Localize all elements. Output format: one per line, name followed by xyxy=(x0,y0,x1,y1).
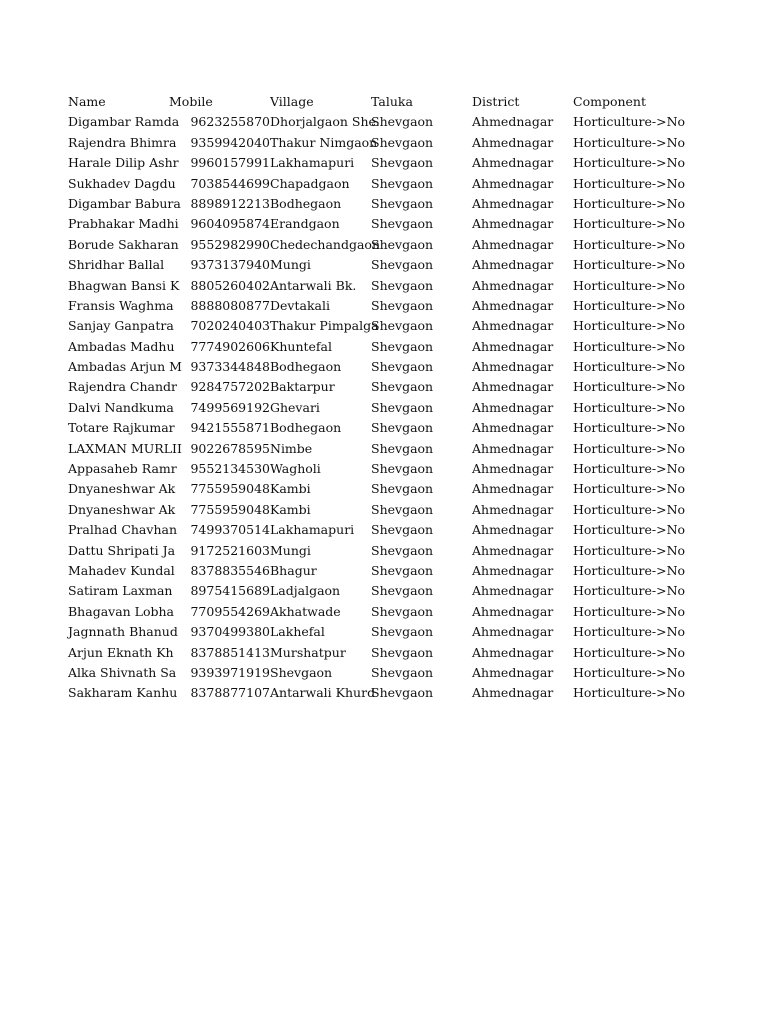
cell-taluka: Shevgaon xyxy=(371,685,434,701)
table-row xyxy=(68,581,686,601)
cell-village: Lakhamapuri xyxy=(270,522,355,538)
table-row xyxy=(68,561,686,581)
cell-district: Ahmednagar xyxy=(472,522,554,538)
cell-component: Horticulture->No xyxy=(573,562,686,578)
cell-name: Ambadas Arjun M xyxy=(68,359,182,375)
cell-name: LAXMAN MURLII xyxy=(68,440,182,456)
cell-mobile: 8378877107 xyxy=(190,685,270,701)
cell-name: Dnyaneshwar Ak xyxy=(68,501,176,517)
cell-taluka: Shevgaon xyxy=(371,134,434,150)
cell-taluka: Shevgaon xyxy=(371,420,434,436)
cell-mobile: 9552982990 xyxy=(190,236,270,252)
cell-village: Shevgaon xyxy=(270,664,333,680)
cell-district: Ahmednagar xyxy=(472,114,554,130)
cell-village: Dhorjalgaon She. xyxy=(270,114,380,130)
cell-mobile: 9370499380 xyxy=(190,624,270,640)
cell-taluka: Shevgaon xyxy=(371,664,434,680)
cell-district: Ahmednagar xyxy=(472,297,554,313)
cell-district: Ahmednagar xyxy=(472,481,554,497)
cell-name: Rajendra Bhimra xyxy=(68,134,177,150)
cell-component: Horticulture->No xyxy=(573,236,686,252)
cell-taluka: Shevgaon xyxy=(371,379,434,395)
cell-district: Ahmednagar xyxy=(472,318,554,334)
cell-mobile: 9022678595 xyxy=(190,440,270,456)
cell-village: Lakhamapuri xyxy=(270,155,355,171)
table-row xyxy=(68,520,686,540)
cell-village: Antarwali Khurd xyxy=(270,685,376,701)
cell-name: Harale Dilip Ashr xyxy=(68,155,179,171)
cell-taluka: Shevgaon xyxy=(371,542,434,558)
cell-mobile: 9172521603 xyxy=(190,542,270,558)
cell-component: Horticulture->No xyxy=(573,359,686,375)
cell-taluka: Shevgaon xyxy=(371,644,434,660)
cell-village: Baktarpur xyxy=(270,379,335,395)
cell-district: Ahmednagar xyxy=(472,685,554,701)
cell-district: Ahmednagar xyxy=(472,440,554,456)
cell-taluka: Shevgaon xyxy=(371,501,434,517)
cell-village: Thakur Pimpalga xyxy=(270,318,379,334)
cell-name: Pralhad Chavhan xyxy=(68,522,177,538)
cell-mobile: 9373137940 xyxy=(190,257,270,273)
cell-taluka: Shevgaon xyxy=(371,399,434,415)
cell-village: Kambi xyxy=(270,481,311,497)
cell-taluka: Shevgaon xyxy=(371,114,434,130)
cell-component: Horticulture->No xyxy=(573,685,686,701)
cell-taluka: Shevgaon xyxy=(371,624,434,640)
cell-taluka: Shevgaon xyxy=(371,440,434,456)
column-header-name: Name xyxy=(68,94,106,109)
cell-mobile: 8975415689 xyxy=(190,583,270,599)
table-row xyxy=(68,602,686,622)
cell-component: Horticulture->No xyxy=(573,338,686,354)
cell-village: Lakhefal xyxy=(270,624,325,640)
cell-mobile: 8378851413 xyxy=(190,644,270,660)
cell-taluka: Shevgaon xyxy=(371,318,434,334)
cell-taluka: Shevgaon xyxy=(371,603,434,619)
cell-village: Kambi xyxy=(270,501,311,517)
cell-village: Wagholi xyxy=(270,461,321,477)
cell-name: Jagnnath Bhanud xyxy=(68,624,178,640)
cell-district: Ahmednagar xyxy=(472,603,554,619)
cell-name: Digambar Ramda xyxy=(68,114,180,130)
table-row xyxy=(68,337,686,357)
cell-mobile: 9623255870 xyxy=(190,114,270,130)
cell-component: Horticulture->No xyxy=(573,114,686,130)
cell-component: Horticulture->No xyxy=(573,583,686,599)
cell-component: Horticulture->No xyxy=(573,318,686,334)
cell-mobile: 7755959048 xyxy=(190,481,270,497)
cell-component: Horticulture->No xyxy=(573,155,686,171)
cell-village: Thakur Nimgaon xyxy=(270,134,378,150)
cell-village: Bodhegaon xyxy=(270,195,342,211)
table-row xyxy=(68,174,686,194)
cell-mobile: 9604095874 xyxy=(190,216,270,232)
table-row xyxy=(68,316,686,336)
cell-component: Horticulture->No xyxy=(573,420,686,436)
cell-village: Mungi xyxy=(270,542,311,558)
cell-district: Ahmednagar xyxy=(472,257,554,273)
cell-taluka: Shevgaon xyxy=(371,562,434,578)
cell-village: Bodhegaon xyxy=(270,420,342,436)
cell-name: Borude Sakharan xyxy=(68,236,179,252)
cell-name: Bhagavan Lobha xyxy=(68,603,175,619)
table-row xyxy=(68,479,686,499)
cell-mobile: 7020240403 xyxy=(190,318,270,334)
cell-district: Ahmednagar xyxy=(472,664,554,680)
cell-district: Ahmednagar xyxy=(472,134,554,150)
cell-taluka: Shevgaon xyxy=(371,195,434,211)
cell-name: Totare Rajkumar xyxy=(68,420,175,436)
cell-name: Sakharam Kanhu xyxy=(68,685,178,701)
cell-taluka: Shevgaon xyxy=(371,277,434,293)
cell-name: Prabhakar Madhi xyxy=(68,216,179,232)
cell-village: Khuntefal xyxy=(270,338,332,354)
cell-mobile: 8805260402 xyxy=(190,277,270,293)
column-header-village: Village xyxy=(270,94,314,109)
cell-taluka: Shevgaon xyxy=(371,359,434,375)
cell-component: Horticulture->No xyxy=(573,501,686,517)
cell-mobile: 7774902606 xyxy=(190,338,270,354)
cell-component: Horticulture->No xyxy=(573,277,686,293)
cell-mobile: 7499370514 xyxy=(190,522,270,538)
table-row xyxy=(68,418,686,438)
cell-mobile: 8888080877 xyxy=(190,297,270,313)
cell-name: Shridhar Ballal xyxy=(68,257,165,273)
cell-mobile: 8898912213 xyxy=(190,195,270,211)
cell-name: Dattu Shripati Ja xyxy=(68,542,176,558)
table-row xyxy=(68,255,686,275)
cell-component: Horticulture->No xyxy=(573,175,686,191)
cell-mobile: 8378835546 xyxy=(190,562,270,578)
table-row xyxy=(68,276,686,296)
cell-district: Ahmednagar xyxy=(472,379,554,395)
cell-taluka: Shevgaon xyxy=(371,297,434,313)
cell-village: Bhagur xyxy=(270,562,317,578)
cell-village: Antarwali Bk. xyxy=(270,277,357,293)
cell-taluka: Shevgaon xyxy=(371,522,434,538)
table-row xyxy=(68,377,686,397)
cell-component: Horticulture->No xyxy=(573,297,686,313)
table-row xyxy=(68,439,686,459)
cell-component: Horticulture->No xyxy=(573,603,686,619)
cell-village: Chedechandgaon xyxy=(270,236,380,252)
cell-component: Horticulture->No xyxy=(573,257,686,273)
table-row xyxy=(68,683,686,703)
cell-district: Ahmednagar xyxy=(472,195,554,211)
table-row xyxy=(68,500,686,520)
cell-name: Dalvi Nandkuma xyxy=(68,399,174,415)
cell-village: Devtakali xyxy=(270,297,330,313)
cell-component: Horticulture->No xyxy=(573,216,686,232)
cell-component: Horticulture->No xyxy=(573,624,686,640)
cell-mobile: 9373344848 xyxy=(190,359,270,375)
column-header-district: District xyxy=(472,94,520,109)
cell-component: Horticulture->No xyxy=(573,134,686,150)
cell-taluka: Shevgaon xyxy=(371,216,434,232)
table-row xyxy=(68,643,686,663)
cell-district: Ahmednagar xyxy=(472,644,554,660)
cell-name: Sanjay Ganpatra xyxy=(68,318,174,334)
cell-village: Nimbe xyxy=(270,440,313,456)
spreadsheet-table xyxy=(68,92,686,704)
table-row xyxy=(68,398,686,418)
cell-mobile: 9960157991 xyxy=(190,155,270,171)
cell-village: Ghevari xyxy=(270,399,320,415)
cell-name: Mahadev Kundal xyxy=(68,562,175,578)
table-row xyxy=(68,133,686,153)
cell-component: Horticulture->No xyxy=(573,664,686,680)
cell-taluka: Shevgaon xyxy=(371,461,434,477)
table-row xyxy=(68,459,686,479)
cell-component: Horticulture->No xyxy=(573,522,686,538)
cell-name: Satiram Laxman xyxy=(68,583,173,599)
cell-mobile: 9552134530 xyxy=(190,461,270,477)
cell-name: Arjun Eknath Kh xyxy=(68,644,174,660)
cell-district: Ahmednagar xyxy=(472,216,554,232)
cell-component: Horticulture->No xyxy=(573,542,686,558)
header-row xyxy=(68,92,672,112)
cell-district: Ahmednagar xyxy=(472,542,554,558)
cell-village: Mungi xyxy=(270,257,311,273)
table-body xyxy=(68,112,686,703)
table-row xyxy=(68,357,686,377)
cell-component: Horticulture->No xyxy=(573,461,686,477)
cell-mobile: 7499569192 xyxy=(190,399,270,415)
table-row xyxy=(68,112,686,132)
cell-mobile: 7709554269 xyxy=(190,603,270,619)
table-row xyxy=(68,235,686,255)
column-header-taluka: Taluka xyxy=(371,94,413,109)
cell-village: Bodhegaon xyxy=(270,359,342,375)
table-row xyxy=(68,214,686,234)
cell-component: Horticulture->No xyxy=(573,644,686,660)
cell-taluka: Shevgaon xyxy=(371,236,434,252)
cell-mobile: 7755959048 xyxy=(190,501,270,517)
cell-district: Ahmednagar xyxy=(472,338,554,354)
cell-name: Ambadas Madhu xyxy=(68,338,175,354)
cell-district: Ahmednagar xyxy=(472,501,554,517)
cell-district: Ahmednagar xyxy=(472,175,554,191)
cell-district: Ahmednagar xyxy=(472,359,554,375)
cell-name: Alka Shivnath Sa xyxy=(68,664,177,680)
cell-taluka: Shevgaon xyxy=(371,175,434,191)
table-row xyxy=(68,541,686,561)
cell-name: Appasaheb Ramr xyxy=(68,461,177,477)
cell-name: Bhagwan Bansi K xyxy=(68,277,180,293)
cell-name: Fransis Waghma xyxy=(68,297,174,313)
cell-taluka: Shevgaon xyxy=(371,481,434,497)
cell-village: Murshatpur xyxy=(270,644,346,660)
cell-component: Horticulture->No xyxy=(573,399,686,415)
cell-village: Ladjalgaon xyxy=(270,583,341,599)
cell-district: Ahmednagar xyxy=(472,277,554,293)
cell-district: Ahmednagar xyxy=(472,583,554,599)
cell-component: Horticulture->No xyxy=(573,379,686,395)
cell-taluka: Shevgaon xyxy=(371,583,434,599)
cell-taluka: Shevgaon xyxy=(371,155,434,171)
cell-component: Horticulture->No xyxy=(573,440,686,456)
table-row xyxy=(68,153,686,173)
cell-district: Ahmednagar xyxy=(472,399,554,415)
cell-district: Ahmednagar xyxy=(472,236,554,252)
cell-village: Akhatwade xyxy=(270,603,341,619)
column-header-mobile: Mobile xyxy=(169,94,213,109)
cell-mobile: 9393971919 xyxy=(190,664,270,680)
cell-name: Rajendra Chandr xyxy=(68,379,177,395)
column-header-component: Component xyxy=(573,94,646,109)
cell-mobile: 9284757202 xyxy=(190,379,270,395)
table-row xyxy=(68,296,686,316)
cell-mobile: 7038544699 xyxy=(190,175,270,191)
cell-mobile: 9421555871 xyxy=(190,420,270,436)
cell-component: Horticulture->No xyxy=(573,195,686,211)
cell-name: Dnyaneshwar Ak xyxy=(68,481,176,497)
cell-taluka: Shevgaon xyxy=(371,338,434,354)
cell-village: Erandgaon xyxy=(270,216,340,232)
cell-taluka: Shevgaon xyxy=(371,257,434,273)
table-row xyxy=(68,194,686,214)
cell-district: Ahmednagar xyxy=(472,624,554,640)
cell-name: Digambar Babura xyxy=(68,195,181,211)
cell-district: Ahmednagar xyxy=(472,155,554,171)
cell-district: Ahmednagar xyxy=(472,461,554,477)
table-row xyxy=(68,622,686,642)
table-row xyxy=(68,663,686,683)
cell-district: Ahmednagar xyxy=(472,420,554,436)
cell-mobile: 9359942040 xyxy=(190,134,270,150)
cell-village: Chapadgaon xyxy=(270,175,350,191)
cell-district: Ahmednagar xyxy=(472,562,554,578)
cell-name: Sukhadev Dagdu xyxy=(68,175,176,191)
cell-component: Horticulture->No xyxy=(573,481,686,497)
